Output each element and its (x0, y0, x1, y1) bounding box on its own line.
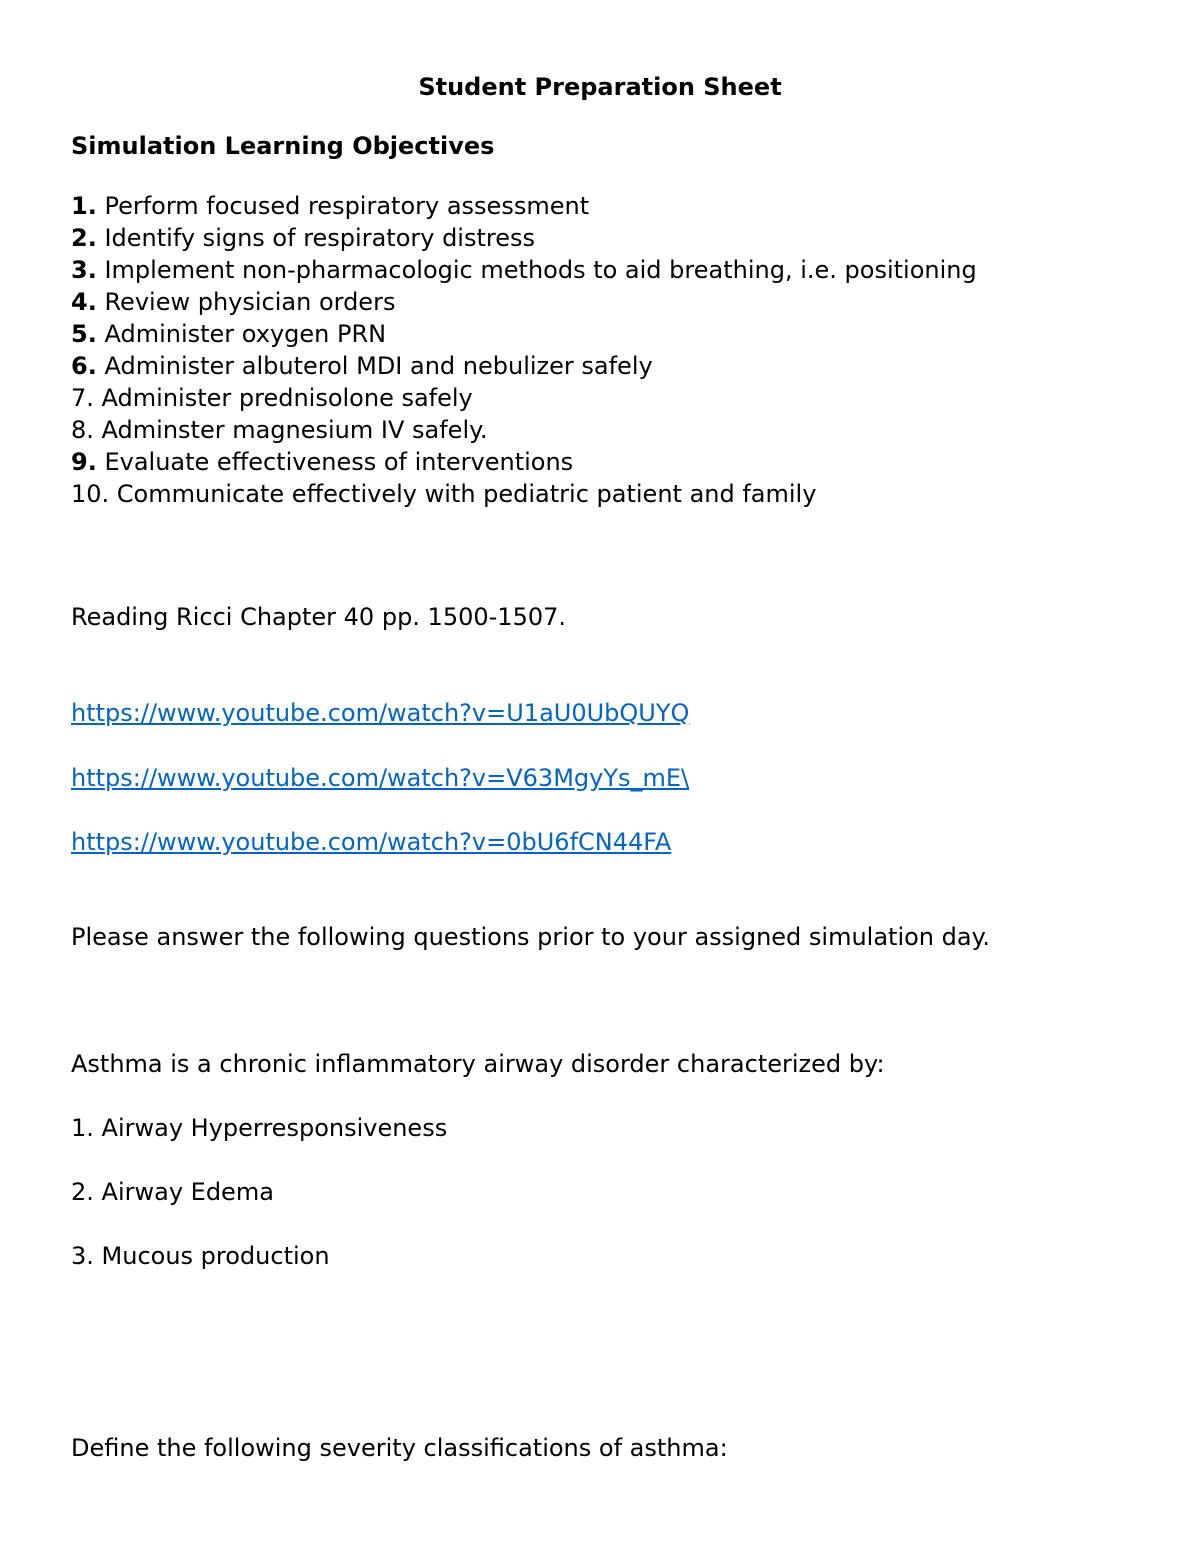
objective-item (71, 222, 977, 254)
objective-item (71, 190, 977, 222)
objective-text: Perform focused respiratory assessment (96, 192, 590, 220)
objective-number: 4. (71, 288, 97, 316)
asthma-item: 3. Mucous production (71, 1242, 330, 1270)
objectives-list (71, 190, 977, 510)
severity-prompt: Define the following severity classifications of asthma: (71, 1434, 728, 1462)
objective-number: 1. (71, 192, 97, 220)
objective-text: Administer prednisolone safely (93, 384, 473, 412)
instruction-text: Please answer the following questions prior to your assigned simulation day. (71, 923, 990, 951)
objective-number: 6. (71, 352, 97, 380)
objective-text: Administer albuterol MDI and nebulizer safely (96, 352, 653, 380)
objective-text: Review physician orders (96, 288, 396, 316)
objective-item (71, 414, 977, 446)
objectives-heading: Simulation Learning Objectives (71, 132, 495, 160)
video-link-3[interactable]: https://www.youtube.com/watch?v=0bU6fCN44FA (71, 828, 672, 856)
objective-number: 5. (71, 320, 97, 348)
objective-number: 9. (71, 448, 97, 476)
objective-item (71, 254, 977, 286)
objective-text: Administer oxygen PRN (96, 320, 387, 348)
objective-number: 7. (71, 384, 94, 412)
asthma-item: 1. Airway Hyperresponsiveness (71, 1114, 448, 1142)
objective-text: Communicate effectively with pediatric patient and family (109, 480, 817, 508)
asthma-intro: Asthma is a chronic inflammatory airway disorder characterized by: (71, 1050, 885, 1078)
objective-item (71, 350, 977, 382)
objective-number: 3. (71, 256, 97, 284)
page-title: Student Preparation Sheet (418, 73, 782, 101)
objective-text: Implement non-pharmacologic methods to aid breathing, i.e. positioning (96, 256, 977, 284)
objective-item (71, 286, 977, 318)
objective-item (71, 318, 977, 350)
objective-number: 2. (71, 224, 97, 252)
objective-item (71, 478, 977, 510)
objective-item (71, 382, 977, 414)
asthma-item: 2. Airway Edema (71, 1178, 274, 1206)
video-link-1[interactable]: https://www.youtube.com/watch?v=U1aU0UbQUYQ (71, 699, 690, 727)
objective-number: 10. (71, 480, 110, 508)
objective-text: Adminster magnesium IV safely. (93, 416, 488, 444)
objective-text: Identify signs of respiratory distress (96, 224, 536, 252)
objective-text: Evaluate effectiveness of interventions (96, 448, 574, 476)
video-link-2[interactable]: https://www.youtube.com/watch?v=V63MgyYs_mE\ (71, 764, 690, 792)
objective-item (71, 446, 977, 478)
objective-number: 8. (71, 416, 94, 444)
reading-assignment: Reading Ricci Chapter 40 pp. 1500-1507. (71, 603, 566, 631)
